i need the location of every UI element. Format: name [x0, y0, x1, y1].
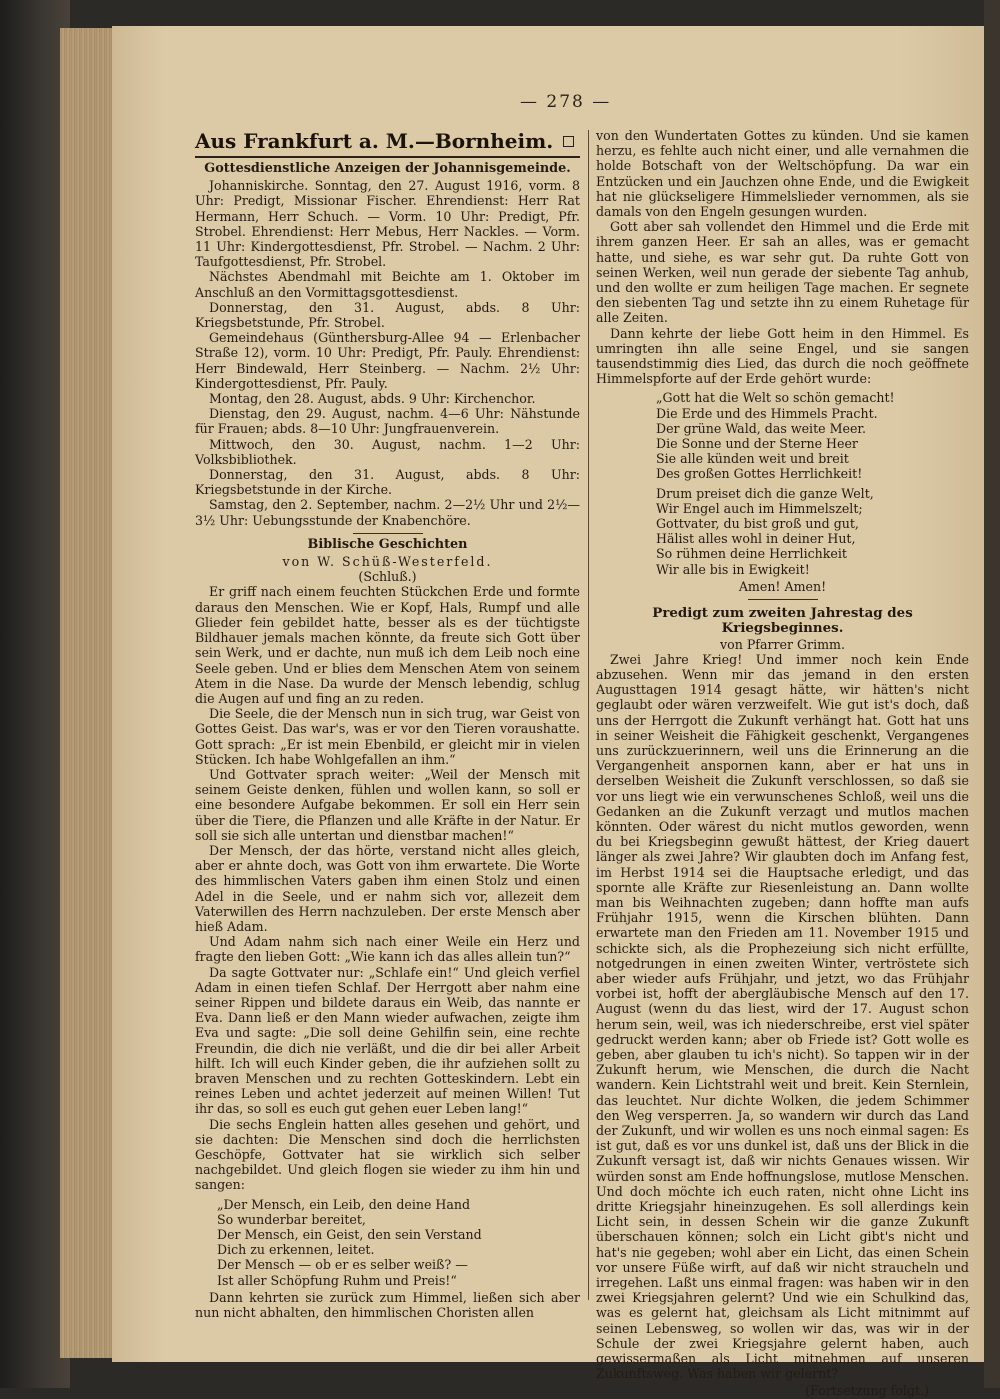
story-title: Biblische Geschichten [307, 536, 468, 552]
right-column [596, 128, 969, 1399]
poem-line: Der Mensch, ein Geist, den sein Verstand [217, 1227, 482, 1243]
story-paragraph: Die sechs Englein hatten alles gesehen und gehört, und sie dachten: Die Menschen sind doch die herrlichsten Geschöpfe, Gottvater hat sie wirklich sich selber nachgebildet. Und gleich flogen sie wieder zu ihm hin und sangen: [195, 1116, 580, 1193]
story-paragraph: Gott aber sah vollendet den Himmel und die Erde mit ihrem ganzen Heer. Er sah an alles, was er gemacht hatte, und siehe, es war sehr gut. Da ruhte Gott von seinen Werken, weil nun gerade der siebente Tag anhub, und den wollte er zum heiligen Tage machen. Er segnete den siebenten Tag und setzte ihn zu einem Ruhetage für alle Zeiten. [596, 219, 969, 326]
divider [353, 533, 423, 534]
story-paragraph: Er griff nach einem feuchten Stückchen Erde und formte daraus den Menschen. Wie er Kopf, Hals, Rumpf und alle Glieder fein gebildet hatte, besser als es der tüchtigste Bildhauer jemals machen könnte, da freute sich Gott über sein Werk, und er dachte, nun muß ich dem Leib noch eine Seele geben. Und er blies dem Menschen Atem von seinem Atem in die Nase. Da wurde der Mensch lebendig, schlug die Augen auf und fing an zu reden. [195, 584, 580, 706]
section-title [195, 128, 580, 158]
story-paragraph: Und Adam nahm sich nach einer Weile ein Herz und fragte den lieben Gott: „Wie kann ich das alles allein tun?“ [195, 934, 580, 965]
poem-line: Ist aller Schöpfung Ruhm und Preis!“ [217, 1272, 457, 1288]
poem-line: Sie alle künden weit und breit [656, 451, 849, 467]
notice: Mittwoch, den 30. August, nachm. 1—2 Uhr: Volksbibliothek. [195, 436, 580, 467]
poem-line: Der grüne Wald, das weite Meer. [656, 420, 867, 436]
poem-line: Gottvater, du bist groß und gut, [656, 516, 859, 532]
angel-poem [217, 1197, 580, 1288]
sermon-paragraph: Zwei Jahre Krieg! Und immer noch kein Ende abzusehen. Wenn mir das jemand in den ersten Augusttagen 1914 gesagt hätte, wir hätten's nicht geglaubt oder wären verzweifelt. Wie gut ist's doch, daß uns der Herrgott die Zukunft verhängt hat. Gott hat uns in seiner Weisheit die Fähigkeit geschenkt, Vergangenes uns zurückzuerinnern, weil uns die Erinnerung an die Vergangenheit anspornen kann, aber er hat uns in derselben Weisheit die Zukunft verschlossen, so daß sie vor uns liegt wie ein verwunschenes Schloß, weil uns die Gedanken an die Zukunft verzagt und mutlos machen könnten. Oder wärest du nicht mutlos geworden, wenn du bei Kriegsbeginn gewußt hättest, der Krieg dauert länger als zwei Jahre? Wir glaubten doch im Anfang fest, im Herbst 1914 sei die Hauptsache erledigt, und das sporntе alle Kräfte zur Riesenleistung an. Dann wollte man bis Weihnachten zugeben; dann hoffte man aufs Frühjahr 1915, wenn die Kirschen blühten. Dann erwartete man den Frieden am 11. November 1915 und schickte sich, als die Prophezeiung sich nicht erfüllte, notgedrungen in einen zweiten Winter, vertröstete sich aber wieder aufs Frühjahr, und jetzt, wo das Frühjahr vorbei ist, hofft der abergläubische Mensch auf den 17. August (wenn du das liest, wird der 17. August schon herum sein, weil, was ich niederschreibe, erst viel später gedruckt werden kann; aber ob Friede ist? Gott wolle es geben, aber glauben tu ich's nicht). So tappen wir in der Zukunft herum, wie Menschen, die durch die Nacht wandern. Kein Lichtstrahl weit und breit. Kein Sternlein, das leuchtet. Nur dichte Wolken, die jedem Schimmer den Weg versperren. Ja, so wandern wir durch das Land der Zukunft, und wir wollen es uns noch einmal sagen: Es ist gut, daß es vor uns dunkel ist, daß uns der Blick in die Zukunft versagt ist, daß wir nichts Genaues wissen. Wir würden sonst am Ende hoffnungslose, mutlose Menschen. Und doch möchte ich euch raten, nicht ohne Licht ins dritte Kriegsjahr hineinzugehen. Es soll allerdings kein Licht sein, in dessen Schein wir die ganze Zukunft überschauen können; solch ein Licht gibt's nicht und hat's nie gegeben; wohl aber ein Licht, das einen Schein vor unsere Füße wirft, auf daß wir nicht straucheln und irregehen. Laßt uns einmal fragen: was haben wir in den zwei Kriegsjahren gelernt? Und wie ein Schulkind das, was es gelernt hat, gleichsam als Licht mitnimmt auf seinen Lebensweg, so wollen wir das, was wir in der Schule der zwei Kriegsjahre gelernt haben, auch gewissermaßen als Licht mitnehmen auf unseren Zukunftsweg. Was haben wir gelernt? [596, 651, 969, 1382]
square-ornament-icon [563, 136, 574, 147]
notice: Donnerstag, den 31. August, abds. 8 Uhr: Kriegsbetstunde in der Kirche. [195, 467, 580, 498]
story-paragraph: von den Wundertaten Gottes zu künden. Und sie kamen herzu, es fehlte auch nicht einer, und alle vernahmen die holde Botschaft von der Weltschöpfung. Da war ein Entzücken und ein Jauchzen ohne Ende, und die Ewigkeit hat nie glückseligere Himmelslieder vernommen, als sie damals von den Engeln gesungen wurden. [596, 128, 969, 220]
notice: Samstag, den 2. September, nachm. 2—2½ Uhr und 2½—3½ Uhr: Uebungsstunde der Knabenchöre. [195, 497, 580, 528]
page-stack-edge [60, 28, 120, 1358]
hymn-stanza-2 [656, 486, 969, 577]
story-paragraph: Die Seele, die der Mensch nun in sich trug, war Geist von Gottes Geist. Das war's, was er vor den Tieren voraushatte. Gott sprach: „Er ist mein Ebenbild, er gleicht mir in vielen Stücken. Ich habe Wohlgefallen an ihm.“ [195, 706, 580, 767]
column-rule [588, 130, 589, 1300]
notice: Montag, den 28. August, abds. 9 Uhr: Kirchenchor. [209, 391, 536, 407]
poem-line: „Gott hat die Welt so schön gemacht! [656, 390, 895, 406]
page-number: — 278 — [520, 92, 612, 112]
story-paragraph: Und Gottvater sprach weiter: „Weil der Mensch mit seinem Geiste denken, fühlen und wollen kann, so soll er eine besondere Aufgabe bekommen. Er soll ein Herr sein über die Tiere, die Pflanzen und alle Kräfte in der Natur. Er soll sie sich alle untertan und dienstbar machen!“ [195, 766, 580, 843]
hymn-stanza-1 [656, 390, 969, 481]
notice: Dienstag, den 29. August, nachm. 4—6 Uhr: Nähstunde für Frauen; abds. 8—10 Uhr: Jungfrauenverein. [195, 406, 580, 437]
sermon-title: Predigt zum zweiten Jahrestag des Kriegsbeginnes. [652, 605, 913, 637]
notice: Nächstes Abendmahl mit Beichte am 1. Oktober im Anschluß an den Vormittagsgottesdienst. [195, 269, 580, 300]
continuation-note: (Fortsetzung folgt.) [805, 1383, 929, 1399]
notice: Johanniskirche. Sonntag, den 27. August 1916, vorm. 8 Uhr: Predigt, Missionar Fischer. Ehrendienst: Herr Rat Hermann, Herr Schuch. — Vorm. 10 Uhr: Predigt, Pfr. Strobel. Ehrendienst: Herr Mebus, Herr Nackles. — Vorm. 11 Uhr: Kindergottesdienst, Pfr. Strobel. — Nachm. 2 Uhr: Taufgottesdienst, Pfr. Strobel. [195, 178, 580, 270]
amen-line: Amen! Amen! [738, 578, 827, 594]
poem-line: Hälist alles wohl in deiner Hut, [656, 531, 856, 547]
story-author: von W. Schüß-Westerfeld. [282, 554, 493, 570]
divider [748, 599, 818, 600]
story-paragraph: Dann kehrte der liebe Gott heim in den Himmel. Es umringten ihn alle seine Engel, und sie sangen tausendstimmig dies Lied, das durch die noch geöffnete Himmelspforte auf der Erde gehört wurde: [596, 325, 969, 387]
sermon-author: von Pfarrer Grimm. [720, 636, 845, 652]
story-paragraph: Dann kehrten sie zurück zum Himmel, ließen sich aber nun nicht abhalten, den himmlischen Choristen allen [195, 1289, 580, 1321]
poem-line: Wir alle bis in Ewigkeit! [656, 561, 810, 577]
poem-line: So wunderbar bereitet, [217, 1211, 366, 1227]
binding-edge [984, 0, 1000, 1388]
poem-line: Wir Engel auch im Himmelszelt; [656, 500, 863, 516]
poem-line: „Der Mensch, ein Leib, den deine Hand [217, 1196, 471, 1212]
poem-line: Des großen Gottes Herrlichkeit! [656, 466, 863, 482]
notice: Gemeindehaus (Günthersburg-Allee 94 — Erlenbacher Straße 12), vorm. 10 Uhr: Predigt, Pfr. Pauly. Ehrendienst: Herr Bindewald, Herr Steinberg. — Nachm. 2½ Uhr: Kindergottesdienst, Pfr. Pauly. [195, 330, 580, 391]
poem-line: So rühmen deine Herrlichkeit [656, 546, 847, 562]
poem-line: Drum preiset dich die ganze Welt, [656, 485, 874, 501]
left-column [195, 128, 580, 1320]
notice: Donnerstag, den 31. August, abds. 8 Uhr: Kriegsbetstunde, Pfr. Strobel. [195, 299, 580, 331]
notices-heading: Gottesdienstliche Anzeigen der Johannisgemeinde. [204, 161, 571, 176]
section-title-text: Aus Frankfurt a. M.—Bornheim. [195, 129, 554, 153]
story-paragraph: Der Mensch, der das hörte, verstand nicht alles gleich, aber er ahnte doch, was Gott von ihm erwartete. Die Worte des himmlischen Vaters gaben ihm einen Stolz und einen Adel in die Seele, und er nahm sich vor, allezeit dem Vaterwillen des Herrn nachzuleben. Der erste Mensch aber hieß Adam. [195, 842, 580, 934]
poem-line: Die Erde und des Himmels Pracht. [656, 405, 878, 421]
story-paragraph: Da sagte Gottvater nur: „Schlafe ein!“ Und gleich verfiel Adam in einen tiefen Schlaf. Der Herrgott aber nahm eine seiner Rippen und bildete daraus ein Weib, das nannte er Eva. Dann ließ er den Mann wieder aufwachen, zeigte ihm Eva und sagte: „Die soll deine Gehilfin sein, eine rechte Freundin, die dich nie verläßt, und die dir bei aller Arbeit hilft. Ich will euch Kinder geben, die ihr aufziehen sollt zu braven Menschen und zu rechten Gotteskindern. Lebt ein reines Leben und achtet jederzeit auf meinen Willen! Tut ihr das, so soll es euch gut gehen euer Leben lang!“ [195, 964, 580, 1117]
poem-line: Die Sonne und der Sterne Heer [656, 436, 858, 452]
story-note: (Schluß.) [358, 569, 417, 585]
poem-line: Der Mensch — ob er es selber weiß? — [217, 1257, 468, 1273]
poem-line: Dich zu erkennen, leitet. [217, 1242, 375, 1258]
